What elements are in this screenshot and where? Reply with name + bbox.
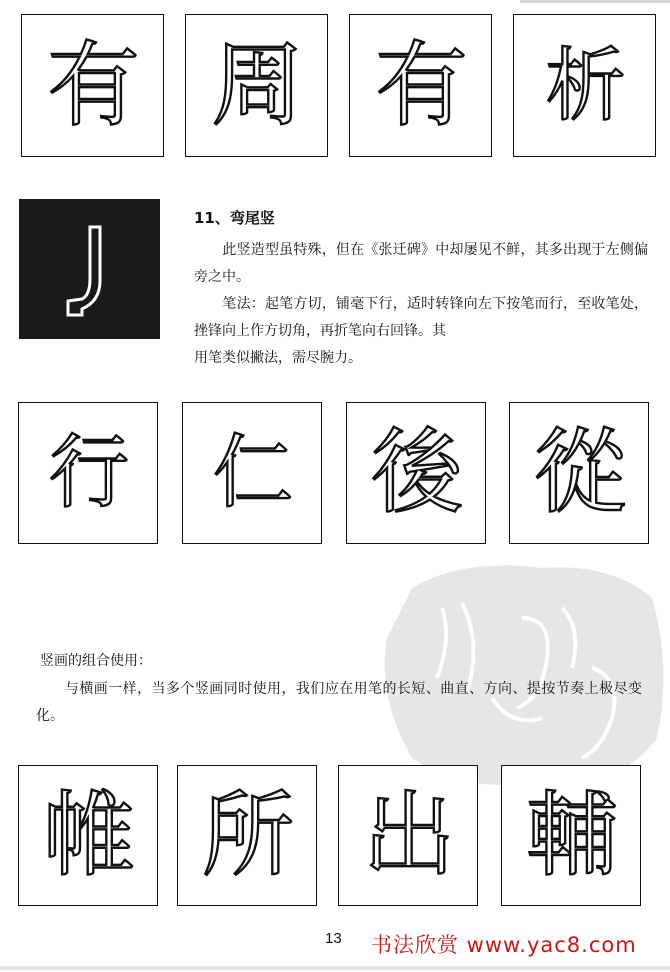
char-box-middle-1 [18,402,158,544]
char-box-top-2 [185,14,328,157]
character-glyph: 行 [49,426,127,519]
character-glyph: 有 [375,31,466,139]
character-glyph: 仁 [213,426,291,519]
char-box-middle-4 [509,402,649,544]
character-glyph: 後 [370,419,461,526]
char-box-middle-2 [182,402,322,544]
char-box-top-4 [513,14,656,157]
char-box-bottom-3 [338,765,478,906]
char-box-bottom-2 [177,765,317,906]
seal-watermark-icon [372,548,670,798]
character-glyph: 出 [362,781,453,889]
character-glyph: 所 [201,781,292,889]
section-title: 11、弯尾竖 [194,209,275,227]
bottom-border-line [0,966,670,970]
section-paragraph-1: 此竖造型虽特殊，但在《张迁碑》中却屡见不鲜，其多出现于左侧偏旁之中。 [194,242,648,285]
top-border-line [520,0,670,3]
stroke-example-box [19,199,160,339]
char-box-middle-3 [346,402,486,544]
section-paragraph-2-continued: 用笔类似撇法，需尽腕力。 [194,350,362,366]
curved-tail-vertical-stroke-icon [60,219,120,319]
character-glyph: 輔 [525,781,616,889]
character-glyph: 從 [533,419,624,526]
char-box-bottom-4 [501,765,641,906]
combination-heading: 竖画的组合使用： [40,653,152,669]
page-number: 13 [325,930,342,947]
section-paragraph-2: 笔法：起笔方切，铺毫下行，适时转锋向左下按笔而行，至收笔处，挫锋向上作方切角，再折笔向右回锋。其 [194,296,648,339]
character-glyph: 析 [545,38,624,132]
site-watermark: 书法欣赏 www.yac8.com [371,933,637,957]
char-box-top-1 [21,14,164,157]
character-glyph: 有 [47,31,138,139]
char-box-top-3 [349,14,492,157]
character-glyph: 帷 [42,781,133,889]
char-box-bottom-1 [18,765,158,906]
character-glyph: 周 [211,31,302,139]
combination-paragraph: 与横画一样，当多个竖画同时使用，我们应在用笔的长短、曲直、方向、提按节奏上极尽变化。 [36,681,642,724]
